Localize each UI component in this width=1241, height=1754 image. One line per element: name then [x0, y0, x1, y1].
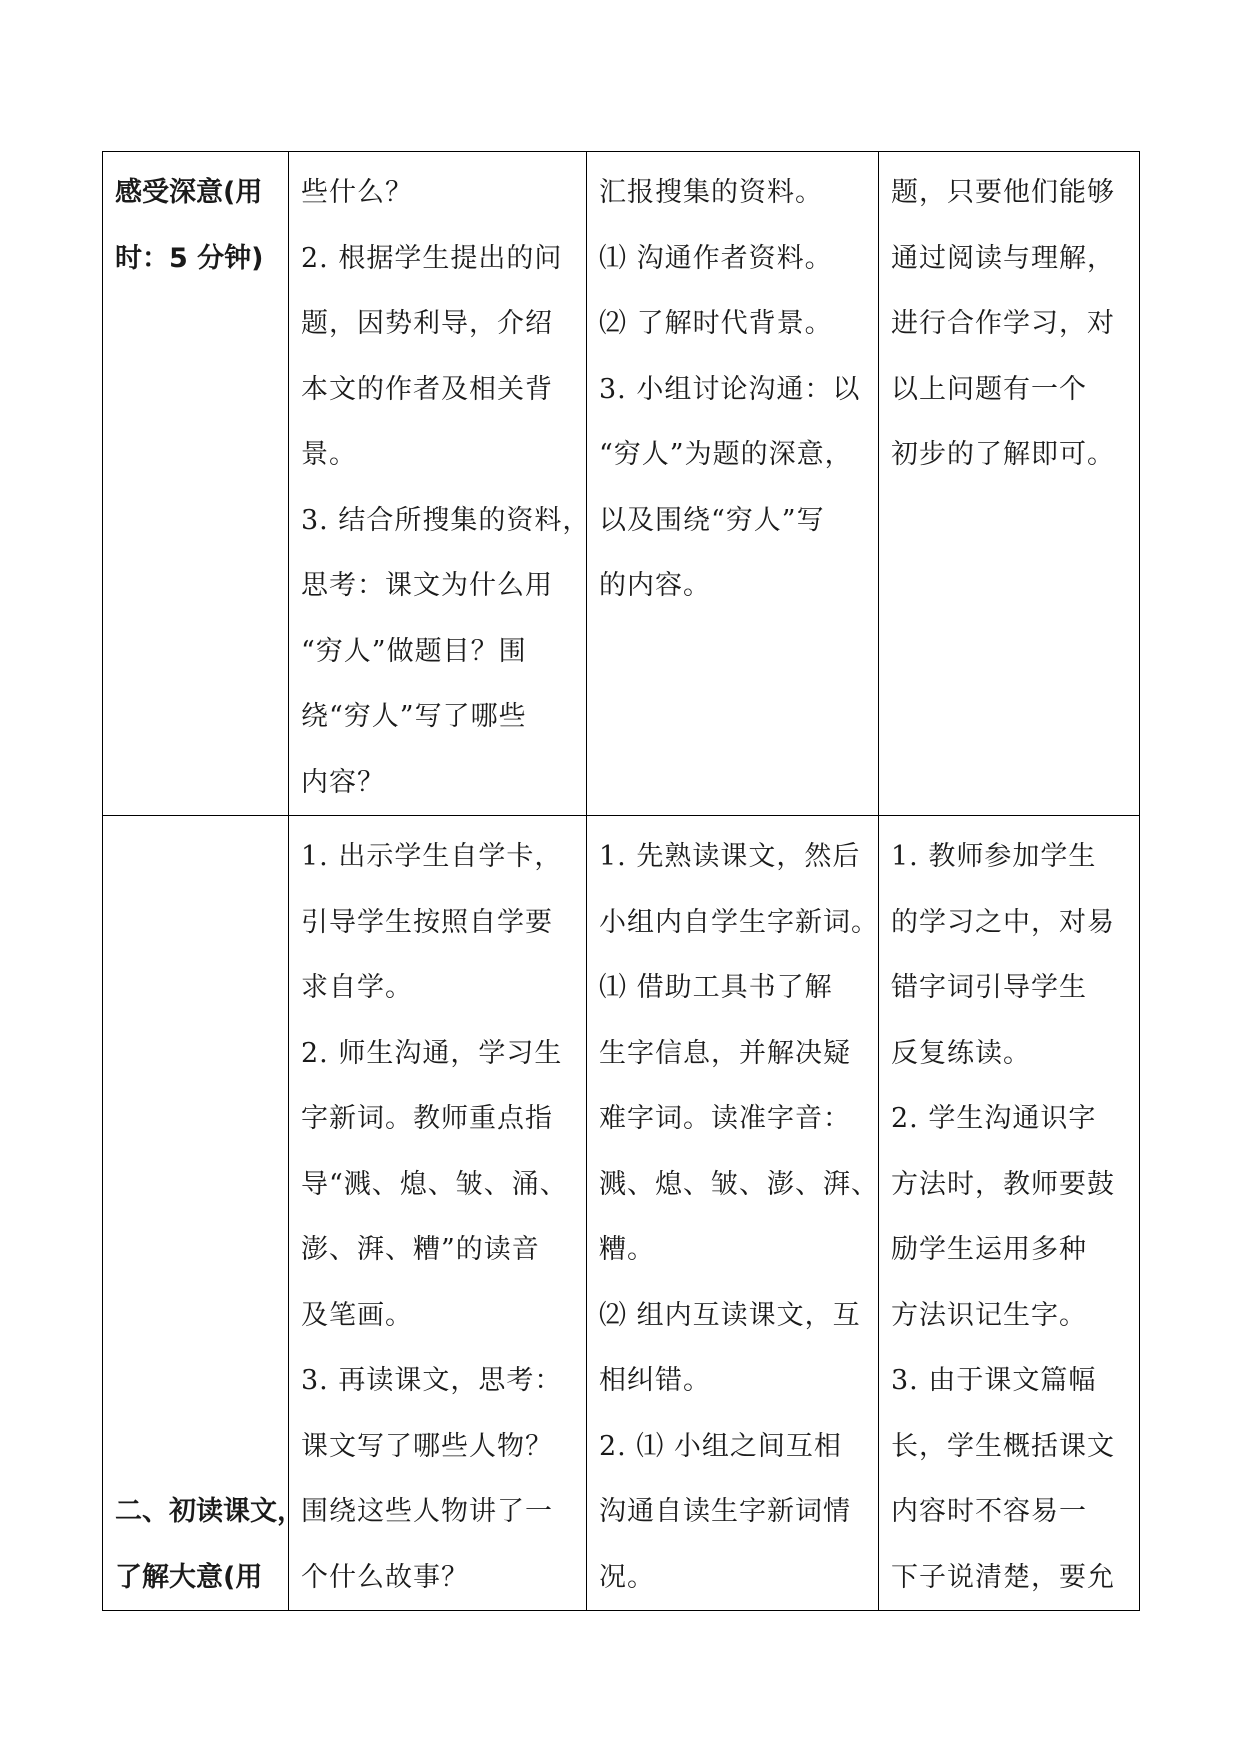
text-line: 错字词引导学生: [891, 972, 1087, 1003]
design-intent-text: [891, 160, 1129, 488]
text-line: 内容？: [301, 766, 385, 798]
text-line: 生字信息，并解决疑: [599, 1037, 851, 1069]
table-row: [103, 816, 1140, 1611]
stage-cell: [103, 152, 289, 816]
student-activity-text: [599, 824, 879, 1610]
text-line: 围绕这些人物讲了一: [301, 1496, 553, 1527]
text-line: 字新词。教师重点指: [301, 1103, 553, 1134]
text-line: 2. 根据学生提出的问: [301, 242, 563, 274]
teacher-activity-text: [301, 160, 591, 815]
text-line: 题，因势利导，介绍: [301, 308, 553, 339]
text-line: 反复练读。: [891, 1037, 1031, 1069]
text-line: ⑵ 组内互读课文，互: [599, 1299, 861, 1331]
teacher-activity-cell: [289, 816, 587, 1611]
text-line: 思考：课文为什么用: [301, 570, 553, 601]
student-activity-cell: [587, 816, 879, 1611]
teacher-activity-cell: [289, 152, 591, 816]
text-line: ⑵ 了解时代背景。: [599, 308, 833, 339]
text-line: 绕“穷人”写了哪些: [301, 701, 527, 732]
text-line: 1. 教师参加学生: [891, 841, 1097, 872]
text-line: 糟。: [599, 1234, 655, 1265]
text-line: 的内容。: [599, 570, 711, 601]
text-line: 二、初读课文，: [115, 1496, 304, 1527]
text-line: 2. 师生沟通，学习生: [301, 1037, 563, 1069]
text-line: 相纠错。: [599, 1365, 711, 1396]
text-line: 本文的作者及相关背: [301, 373, 553, 405]
text-line: 下子说清楚，要允: [891, 1561, 1115, 1593]
text-line: 1. 先熟读课文，然后: [599, 841, 861, 872]
lesson-plan-table: [102, 151, 1140, 1611]
text-line: 进行合作学习，对: [891, 308, 1115, 339]
design-intent-cell: [879, 152, 1140, 816]
text-line: 澎、湃、糟”的读音: [301, 1234, 540, 1265]
stage-text: [115, 1479, 304, 1610]
text-line: 溅、熄、皱、澎、湃、: [599, 1168, 879, 1200]
design-intent-cell: [879, 816, 1140, 1611]
text-line: 感受深意(用: [115, 177, 263, 208]
student-activity-cell: [587, 152, 879, 816]
student-activity-text: [599, 160, 868, 619]
text-line: 3. 结合所搜集的资料，: [301, 504, 591, 536]
text-line: 求自学。: [301, 972, 413, 1003]
stage-text: [115, 160, 278, 291]
text-line: 引导学生按照自学要: [301, 906, 553, 938]
text-line: 导“溅、熄、皱、涌、: [301, 1168, 568, 1200]
text-line: 题，只要他们能够: [891, 177, 1115, 208]
design-intent-text: [891, 824, 1129, 1610]
text-line: 内容时不容易一: [891, 1496, 1087, 1527]
text-line: 初步的了解即可。: [891, 439, 1115, 470]
table-row: [103, 152, 1140, 816]
text-line: 方法识记生字。: [891, 1299, 1087, 1331]
text-line: “穷人”为题的深意，: [599, 439, 853, 470]
text-line: 些什么？: [301, 177, 413, 208]
text-line: 1. 出示学生自学卡，: [301, 841, 563, 872]
text-line: 课文写了哪些人物？: [301, 1430, 553, 1462]
text-line: 3. 再读课文，思考：: [301, 1365, 563, 1396]
text-line: 以及围绕“穷人”写: [599, 504, 825, 536]
text-line: 长，学生概括课文: [891, 1430, 1115, 1462]
text-line: 方法时，教师要鼓: [891, 1168, 1115, 1200]
stage-cell: [103, 816, 304, 1611]
text-line: 了解大意(用: [115, 1561, 263, 1593]
text-line: 的学习之中，对易: [891, 906, 1115, 938]
text-line: 景。: [301, 439, 357, 470]
text-line: 难字词。读准字音：: [599, 1103, 851, 1134]
text-line: ⑴ 沟通作者资料。: [599, 242, 833, 274]
text-line: 及笔画。: [301, 1299, 413, 1331]
text-line: “穷人”做题目？围: [301, 635, 527, 667]
teacher-activity-text: [301, 824, 576, 1610]
text-line: 汇报搜集的资料。: [599, 177, 823, 208]
text-line: 沟通自读生字新词情: [599, 1496, 851, 1527]
text-line: 3. 由于课文篇幅: [891, 1365, 1097, 1396]
text-line: 小组内自学生字新词。: [599, 906, 879, 938]
text-line: 时：5 分钟): [115, 242, 264, 274]
text-line: 2. 学生沟通识字: [891, 1103, 1097, 1134]
text-line: 励学生运用多种: [891, 1234, 1087, 1265]
text-line: 通过阅读与理解，: [891, 242, 1115, 274]
text-line: ⑴ 借助工具书了解: [599, 972, 833, 1003]
text-line: 个什么故事？: [301, 1561, 469, 1593]
text-line: 2. ⑴ 小组之间互相: [599, 1430, 842, 1462]
text-line: 3. 小组讨论沟通：以: [599, 373, 861, 405]
text-line: 况。: [599, 1561, 655, 1593]
text-line: 以上问题有一个: [891, 373, 1087, 405]
